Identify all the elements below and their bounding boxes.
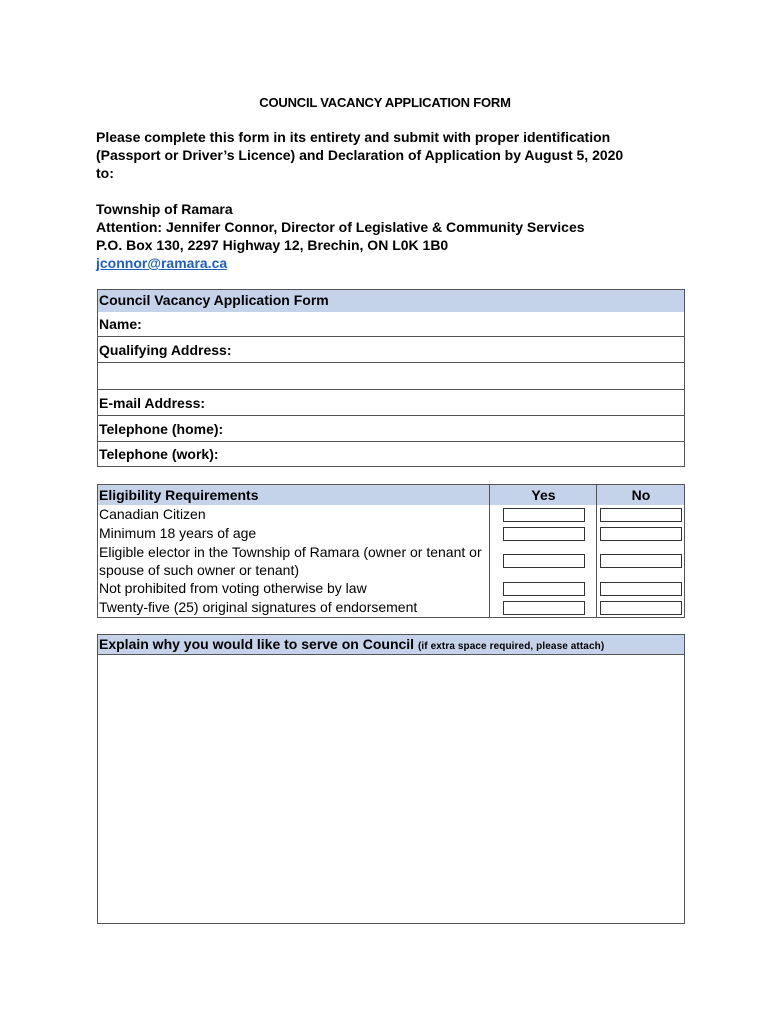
- no-column-header: No: [596, 485, 684, 505]
- requirement-text: Twenty-five (25) original signatures of endorsement: [99, 599, 418, 615]
- no-checkbox[interactable]: [596, 524, 684, 543]
- eligibility-row: [98, 598, 684, 617]
- contact-table-header: Council Vacancy Application Form: [98, 290, 684, 312]
- explanation-box: [97, 634, 685, 924]
- eligibility-header-row: [98, 485, 684, 505]
- explanation-textarea[interactable]: [98, 655, 684, 923]
- page-title: COUNCIL VACANCY APPLICATION FORM: [259, 95, 511, 110]
- name-label: Name:: [99, 316, 142, 332]
- yes-checkbox[interactable]: [489, 524, 596, 543]
- instructions-line: to:: [96, 165, 114, 181]
- telephone-work-label: Telephone (work):: [99, 446, 219, 462]
- telephone-home-label: Telephone (home):: [99, 420, 224, 437]
- telephone-home-field[interactable]: [98, 416, 684, 442]
- telephone-work-field[interactable]: [98, 442, 684, 466]
- explanation-title: Explain why you would like to serve on Council: [99, 636, 415, 652]
- eligibility-row: [98, 579, 684, 598]
- address-line: Township of Ramara: [96, 201, 233, 217]
- eligibility-row: [98, 524, 684, 543]
- yes-checkbox[interactable]: [489, 543, 596, 579]
- qualifying-address-line-2[interactable]: [98, 363, 684, 390]
- no-checkbox[interactable]: [596, 579, 684, 598]
- no-checkbox[interactable]: [596, 598, 684, 617]
- name-field[interactable]: [98, 312, 684, 337]
- eligibility-table: [97, 484, 685, 618]
- explanation-header: [98, 635, 684, 655]
- mailing-address: [96, 200, 696, 272]
- yes-checkbox[interactable]: [489, 579, 596, 598]
- email-label: E-mail Address:: [99, 394, 206, 411]
- instructions-line: Please complete this form in its entirety and submit with proper identification: [96, 129, 611, 145]
- yes-column-header: Yes: [489, 485, 596, 505]
- qualifying-address-field[interactable]: [98, 337, 684, 363]
- eligibility-header: Eligibility Requirements: [98, 485, 489, 505]
- requirement-text: Not prohibited from voting otherwise by law: [99, 580, 367, 596]
- requirement-text: Eligible elector in the Township of Ramara (owner or tenant or spouse of such owner or tenant): [99, 544, 482, 578]
- yes-checkbox[interactable]: [489, 598, 596, 617]
- eligibility-row: [98, 505, 684, 524]
- yes-checkbox[interactable]: [489, 505, 596, 524]
- requirement-text: Canadian Citizen: [99, 506, 206, 522]
- qualifying-address-label: Qualifying Address:: [99, 341, 232, 358]
- contact-table: [97, 289, 685, 467]
- email-link[interactable]: jconnor@ramara.ca: [96, 255, 228, 271]
- requirement-text: Minimum 18 years of age: [99, 525, 257, 541]
- no-checkbox[interactable]: [596, 543, 684, 579]
- eligibility-row: [98, 543, 684, 579]
- instructions-line: (Passport or Driver’s Licence) and Declaration of Application by August 5, 2020: [96, 147, 624, 163]
- instructions: [96, 128, 696, 182]
- address-line: P.O. Box 130, 2297 Highway 12, Brechin, ON L0K 1B0: [96, 237, 449, 253]
- no-checkbox[interactable]: [596, 505, 684, 524]
- explanation-note: (if extra space required, please attach): [417, 641, 605, 652]
- address-line: Attention: Jennifer Connor, Director of Legislative & Community Services: [96, 219, 585, 235]
- email-field[interactable]: [98, 390, 684, 416]
